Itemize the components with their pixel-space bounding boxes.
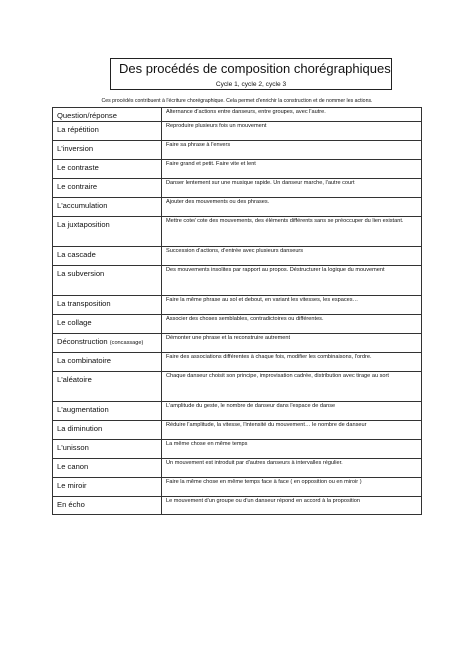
term-cell	[53, 108, 162, 122]
term-cell	[53, 459, 162, 478]
term-cell	[53, 247, 162, 266]
term-cell	[53, 421, 162, 440]
table-row	[53, 402, 422, 421]
definition-cell: Le mouvement d'un groupe ou d'un danseur répond en accord à la proposition	[162, 497, 422, 515]
table-row	[53, 122, 422, 141]
table-row	[53, 372, 422, 402]
term-cell	[53, 217, 162, 247]
definition-cell: Danser lentement sur une musique rapide. Un danseur marche, l'autre court	[162, 179, 422, 198]
term-label: Le contraste	[57, 163, 99, 172]
page-title: Des procédés de composition chorégraphiques	[119, 61, 391, 76]
table-body	[53, 108, 422, 515]
definition-cell: Succession d'actions, d'entrée avec plusieurs danseurs	[162, 247, 422, 266]
definition-cell: Faire grand et petit. Faire vite et lent	[162, 160, 422, 179]
definition-cell: Réduire l'amplitude, la vitesse, l'intensité du mouvement… le nombre de danseur	[162, 421, 422, 440]
definition-cell: Faire sa phrase à l'envers	[162, 141, 422, 160]
definition-cell: Associer des choses semblables, contradictoires ou différentes.	[162, 315, 422, 334]
definition-cell: Faire la même chose en même temps face à face ( en opposition ou en miroir )	[162, 478, 422, 497]
cycles-subtitle: Cycle 1, cycle 2, cycle 3	[215, 81, 287, 88]
table-row	[53, 217, 422, 247]
term-label: La combinatoire	[57, 356, 112, 365]
term-cell	[53, 334, 162, 353]
term-label: La répétition	[57, 125, 99, 134]
term-cell	[53, 315, 162, 334]
definition-cell: Ajouter des mouvements ou des phrases.	[162, 198, 422, 217]
term-label: Le collage	[57, 318, 92, 327]
definition-cell: Des mouvements insolites par rapport au propos. Déstructurer la logique du mouvement	[162, 266, 422, 296]
term-label: En écho	[57, 500, 85, 509]
term-cell	[53, 353, 162, 372]
term-label: La juxtaposition	[57, 220, 110, 229]
table-row	[53, 108, 422, 122]
term-cell	[53, 296, 162, 315]
term-cell	[53, 160, 162, 179]
table-row	[53, 334, 422, 353]
definition-cell: La même chose en même temps	[162, 440, 422, 459]
definition-cell: Alternance d'actions entre danseurs, entre groupes, avec l'autre.	[162, 108, 422, 122]
term-label: La cascade	[57, 250, 96, 259]
definition-cell: Mettre cote/ cote des mouvements, des éléments différents sans se préoccuper du lien existant.	[162, 217, 422, 247]
term-label: L'unisson	[57, 443, 89, 452]
term-cell	[53, 179, 162, 198]
term-cell	[53, 478, 162, 497]
title-box	[110, 58, 392, 90]
term-label: La diminution	[57, 424, 103, 433]
term-cell	[53, 141, 162, 160]
term-cell	[53, 497, 162, 515]
term-cell	[53, 372, 162, 402]
term-label: L'augmentation	[57, 405, 109, 414]
table-row	[53, 141, 422, 160]
definition-cell: Reproduire plusieurs fois un mouvement	[162, 122, 422, 141]
term-label: Le canon	[57, 462, 89, 471]
intro-text: Ces procédés contribuent à l'écriture chorégraphique. Cela permet d'enrichir la construction et de nommer les actions.	[101, 98, 373, 104]
definition-cell: Faire la même phrase au sol et debout, en variant les vitesses, les espaces…	[162, 296, 422, 315]
term-cell	[53, 440, 162, 459]
table-row	[53, 497, 422, 515]
procedes-table	[52, 107, 422, 515]
table-row	[53, 247, 422, 266]
table-row	[53, 179, 422, 198]
term-label: La transposition	[57, 299, 111, 308]
table-row	[53, 478, 422, 497]
table-row	[53, 353, 422, 372]
table-row	[53, 459, 422, 478]
definition-cell: L'amplitude du geste, le nombre de danseur dans l'espace de danse	[162, 402, 422, 421]
definition-cell: Faire des associations différentes à chaque fois, modifier les combinaisons, l'ordre.	[162, 353, 422, 372]
term-cell	[53, 198, 162, 217]
term-label: Le miroir	[57, 481, 87, 490]
table-row	[53, 296, 422, 315]
term-label: L'aléatoire	[57, 375, 92, 384]
definition-cell: Démonter une phrase et la reconstruire autrement	[162, 334, 422, 353]
table-row	[53, 266, 422, 296]
term-label: Déconstruction	[57, 337, 108, 346]
definition-cell: Chaque danseur choisit son principe, improvisation cadrée, distribution avec tirage au sort	[162, 372, 422, 402]
table-row	[53, 198, 422, 217]
term-label: Le contraire	[57, 182, 98, 191]
term-label: Question/réponse	[57, 111, 117, 120]
definition-cell: Un mouvement est introduit par d'autres danseurs à intervalles régulier.	[162, 459, 422, 478]
term-note: (concassage)	[109, 340, 144, 346]
table-row	[53, 160, 422, 179]
table-row	[53, 315, 422, 334]
table-row	[53, 440, 422, 459]
term-cell	[53, 122, 162, 141]
term-cell	[53, 266, 162, 296]
term-label: La subversion	[57, 269, 105, 278]
term-cell	[53, 402, 162, 421]
table-row	[53, 421, 422, 440]
term-label: L'accumulation	[57, 201, 108, 210]
term-label: L'inversion	[57, 144, 94, 153]
